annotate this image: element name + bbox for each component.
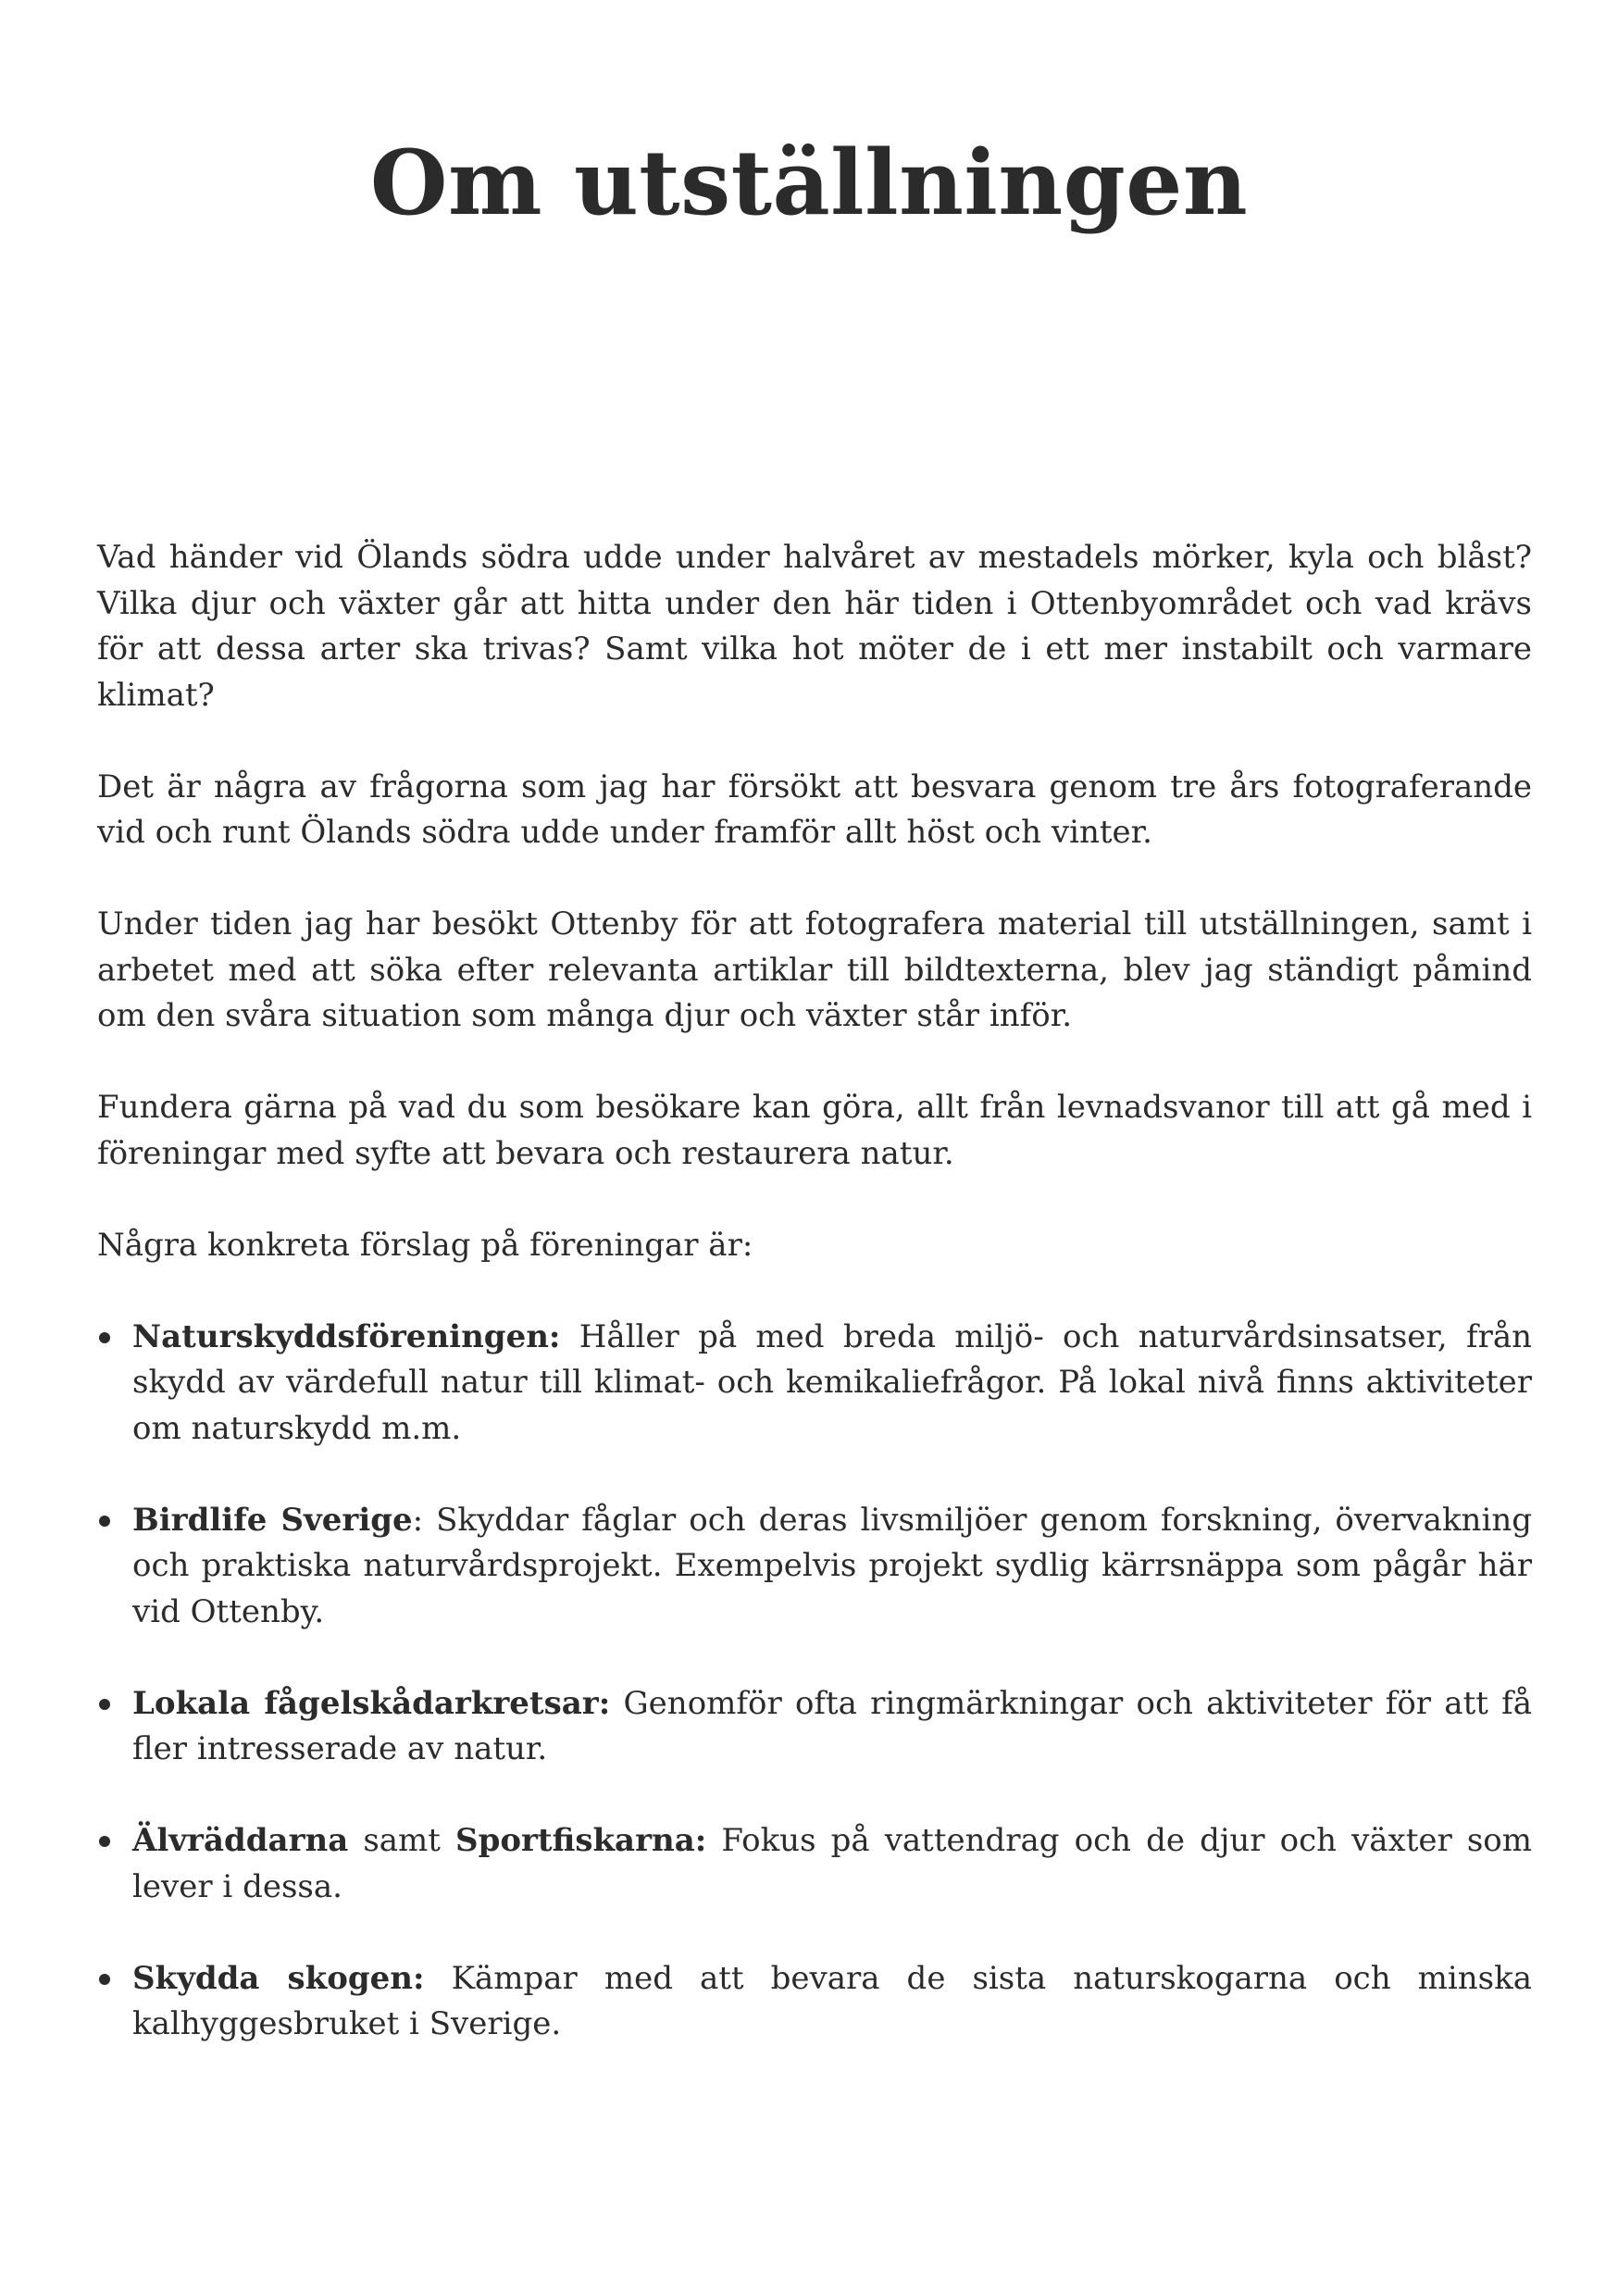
list-item: [97, 1681, 1532, 1773]
bullet-icon: [99, 1516, 110, 1527]
body-text: [97, 535, 1532, 2093]
list-item: [97, 1956, 1532, 2048]
list-item: [97, 1498, 1532, 1636]
organization-description: Genomför ofta ringmärkningar och aktiviteter för att få fler intresserade av natur.: [132, 1684, 1532, 1767]
organization-name: Lokala fågelskådarkretsar:: [132, 1684, 611, 1722]
paragraph-reflection: Under tiden jag har besökt Ottenby för att fotografera material till utställningen, samt i arbetet med att söka efter relevanta artiklar till bildtexterna, blev jag ständigt påmind om den svåra situation som många djur och växter står inför.: [97, 905, 1532, 1034]
bullet-icon: [99, 1974, 110, 1985]
bullet-icon: [99, 1699, 110, 1710]
organization-description: Kämpar med att bevara de sista naturskogarna och minska kalhyggesbruket i Sverige.: [132, 1959, 1532, 2042]
organization-name: Älvräddarna: [132, 1822, 349, 1859]
organization-name: Skydda skogen:: [132, 1959, 425, 1997]
organization-description: Fokus på vattendrag och de djur och växter som lever i dessa.: [132, 1822, 1532, 1905]
organization-description: Håller på med breda miljö- och naturvårdsinsatser, från skydd av värdefull natur till klimat- och kemikaliefrågor. På lokal nivå finns aktiviteter om naturskydd m.m.: [132, 1317, 1532, 1447]
organization-name: Birdlife Sverige: [132, 1501, 413, 1539]
list-item: [97, 1315, 1532, 1453]
paragraph-call-to-action: Fundera gärna på vad du som besökare kan göra, allt från levnadsvanor till att gå med i föreningar med syfte att bevara och restaurera natur.: [97, 1089, 1532, 1172]
organization-name-secondary: Sportfiskarna:: [455, 1822, 707, 1859]
page-title: Om utställningen: [369, 131, 1249, 235]
list-item: [97, 1818, 1532, 1910]
paragraph-method: Det är några av frågorna som jag har försökt att besvara genom tre års fotograferande vid och runt Ölands södra udde under framför allt höst och vinter.: [97, 767, 1532, 851]
organization-connector: samt: [348, 1822, 456, 1859]
paragraph-intro: Vad händer vid Ölands södra udde under halvåret av mestadels mörker, kyla och blåst? Vilka djur och växter går att hitta under den här tiden i Ottenbyområdet och vad krävs för att dessa arter ska trivas? Samt vilka hot möter de i ett mer instabilt och varmare klimat?: [97, 539, 1532, 714]
bullet-icon: [99, 1332, 110, 1343]
organization-list: [97, 1315, 1532, 2048]
organization-name: Naturskyddsföreningen:: [132, 1317, 561, 1355]
paragraph-list-intro: Några konkreta förslag på föreningar är:: [97, 1226, 753, 1264]
bullet-icon: [99, 1836, 110, 1847]
organization-description: : Skyddar fåglar och deras livsmiljöer genom forskning, övervakning och praktiska naturvårdsprojekt. Exempelvis projekt sydlig kärrsnäppa som pågår här vid Ottenby.: [132, 1501, 1532, 1630]
